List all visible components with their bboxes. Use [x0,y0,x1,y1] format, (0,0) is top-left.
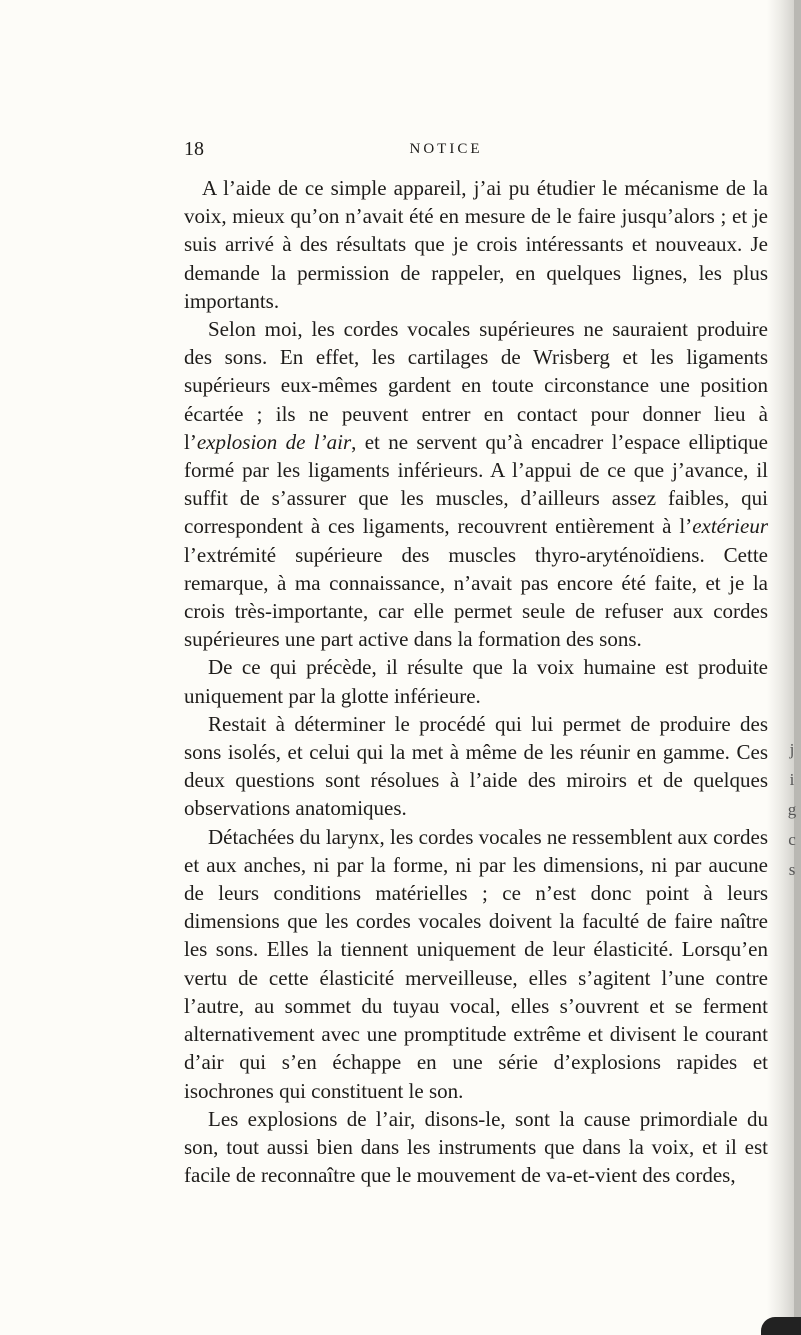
adjacent-page-fragments [785,735,799,885]
paragraph-1: A l’aide de ce simple appareil, j’ai pu étudier le mécanisme de la voix, mieux qu’on n’avait été en mesure de le faire jusqu’alors ; et je suis arrivé à des résultats que je crois intéressants et nouveaux. Je demande la permission de rappeler, en quelques lignes, les plus importants. [184,176,768,313]
edge-fragment: s [788,860,796,879]
page-edge-bar [794,0,801,1335]
scan-smudge [761,1317,801,1335]
page-number: 18 [184,138,204,160]
body-text [184,174,768,1189]
running-title: NOTICE [409,141,483,157]
paragraph-4: Restait à déterminer le procédé qui lui permet de produire des sons isolés, et celui qui la met à même de les réunir en gamme. Ces deux questions sont résolues à l’aide des miroirs et de quelques observations anatomiques. [184,711,768,821]
edge-fragment: g [787,800,797,819]
paragraph-2-emphasis-1: explosion de l’air [196,429,352,454]
paragraph-2-part-1: Selon moi, les cordes vocales supérieures ne sauraient produire des sons. En effet, les cartilages de Wrisberg et les ligaments supérieurs eux-mêmes gardent en toute circonstance une position écartée ; ils ne peuvent entrer en contact pour donner lieu à l’ [184,317,768,454]
paragraph-6: Les explosions de l’air, disons-le, sont la cause primordiale du son, tout aussi bien dans les instruments que dans la voix, et il est facile de reconnaître que le mouvement de va-et-vient des cordes, [184,1106,768,1188]
paragraph-5: Détachées du larynx, les cordes vocales ne ressemblent aux cordes et aux anches, ni par la forme, ni par les dimensions, ni par aucune de leurs conditions matérielles ; ce n’est donc point à leurs dimensions que les cordes vocales doivent la faculté de faire naître les sons. Elles la tiennent uniquement de leur élasticité. Lorsqu’en vertu de cette élasticité merveilleuse, elles s’agitent l’une contre l’autre, au sommet du tuyau vocal, elles s’ouvrent et se ferment alternativement avec une promptitude extrême et divisent le courant d’air qui s’en échappe en une série d’explosions rapides et isochrones qui constituent le son. [184,824,768,1103]
running-head [184,136,768,162]
paragraph-3: De ce qui précède, il résulte que la voix humaine est produite uniquement par la glotte inférieure. [184,655,768,708]
edge-fragment: c [788,830,796,849]
paragraph-2-part-2: , et ne servent qu’à encadrer l’espace elliptique formé par les ligaments inférieurs. A l’appui de ce que j’avance, il suffit de s’assurer que les muscles, d’ailleurs assez faibles, qui correspondent à ces ligaments, recouvrent entièrement à l’ [184,429,768,539]
paragraph-2 [184,315,768,653]
paragraph-2-emphasis-2: extérieur [692,514,768,539]
edge-fragment: j [789,740,795,759]
edge-fragment: i [789,770,795,789]
paragraph-2-part-3: l’extrémité supérieure des muscles thyro-aryténoïdiens. Cette remarque, à ma connaissance, n’avait pas encore été faite, et je la crois très-importante, car elle permet seule de refuser aux cordes supérieures une part active dans la formation des sons. [184,542,768,652]
